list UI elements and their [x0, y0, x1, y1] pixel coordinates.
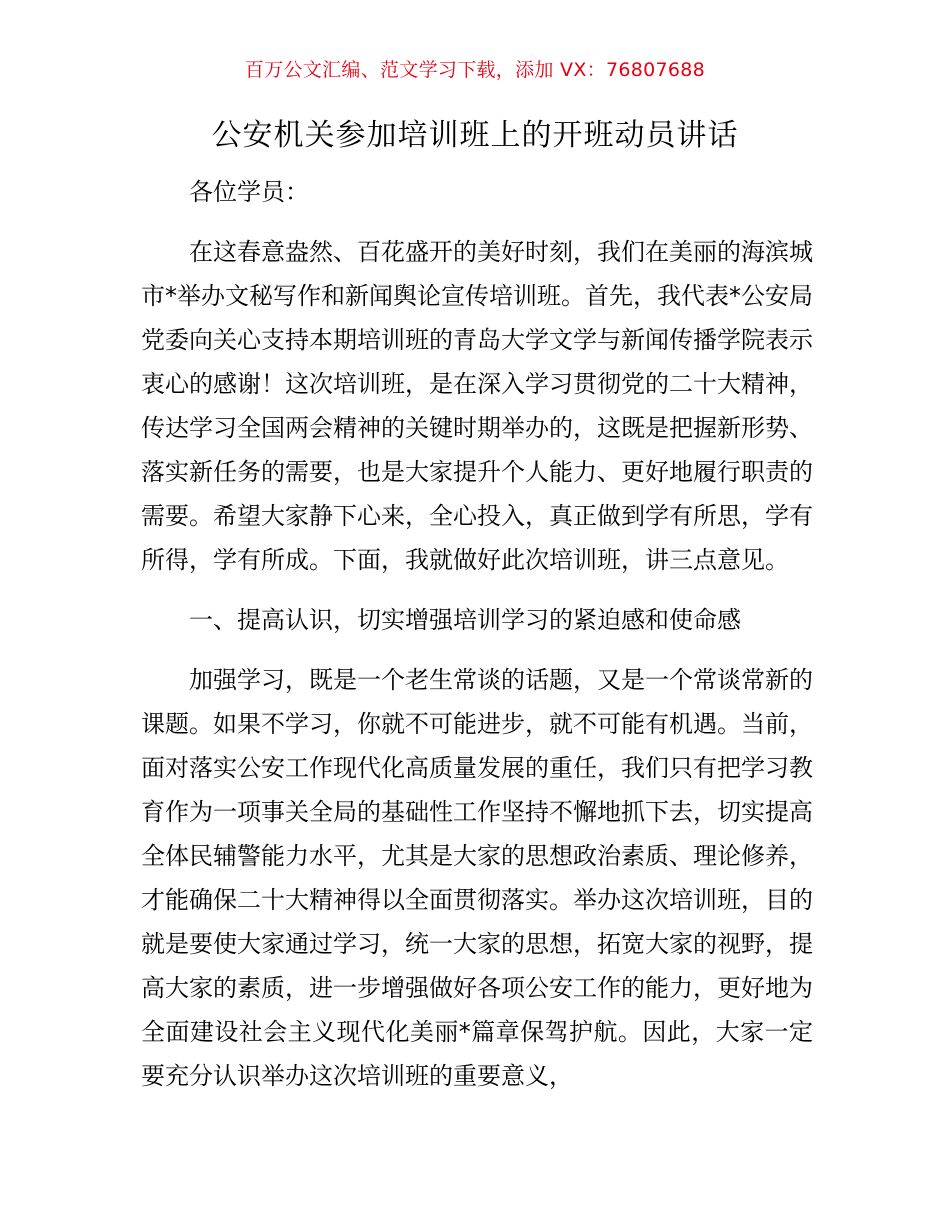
document-body [141, 170, 813, 1098]
section-heading-one: 一、提高认识，切实增强培训学习的紧迫感和使命感 [189, 606, 741, 634]
header-watermark: 百万公文汇编、范文学习下载，添加 VX：76807688 [244, 59, 706, 81]
salutation: 各位学员： [189, 178, 309, 206]
paragraph-intro: 在这春意盎然、百花盛开的美好时刻，我们在美丽的海滨城市*举办文秘写作和新闻舆论宣传培训班。首先，我代表*公安局党委向关心支持本期培训班的青岛大学文学与新闻传播学院表示衷心的感谢！这次培训班，是在深入学习贯彻党的二十大精神，传达学习全国两会精神的关键时期举办的，这既是把握新形势、落实新任务的需要，也是大家提升个人能力、更好地履行职责的需要。希望大家静下心来，全心投入，真正做到学有所思，学有所得，学有所成。下面，我就做好此次培训班，讲三点意见。 [141, 238, 813, 574]
paragraph-section-one: 加强学习，既是一个老生常谈的话题，又是一个常谈常新的课题。如果不学习，你就不可能进步，就不可能有机遇。当前，面对落实公安工作现代化高质量发展的重任，我们只有把学习教育作为一项事关全局的基础性工作坚持不懈地抓下去，切实提高全体民辅警能力水平，尤其是大家的思想政治素质、理论修养，才能确保二十大精神得以全面贯彻落实。举办这次培训班，目的就是要使大家通过学习，统一大家的思想，拓宽大家的视野，提高大家的素质，进一步增强做好各项公安工作的能力，更好地为全面建设社会主义现代化美丽*篇章保驾护航。因此，大家一定要充分认识举办这次培训班的重要意义， [141, 666, 813, 1090]
document-title: 公安机关参加培训班上的开班动员讲话 [211, 118, 739, 153]
